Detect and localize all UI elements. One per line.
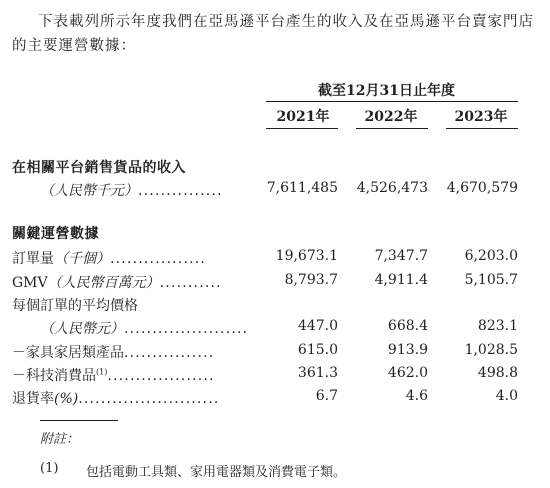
- year-2023: 2023年: [454, 109, 508, 125]
- return-rate-2023: 4.0: [495, 388, 518, 404]
- period-header: 截至12月31日止年度: [318, 83, 455, 99]
- leader-dots: .................: [110, 251, 207, 267]
- row-label-text: 訂單量: [12, 251, 54, 267]
- return-rate-2022: 4.6: [405, 388, 428, 404]
- return-rate-2021: 6.7: [315, 388, 338, 404]
- kpi-row-gmv-label: [12, 272, 222, 292]
- revenue-value-2022: 4,526,473: [356, 180, 428, 196]
- gmv-2022: 4,911.4: [374, 272, 428, 288]
- leader-dots: .........................: [78, 391, 220, 407]
- period-header-rule: [266, 101, 518, 102]
- furniture-2021: 615.0: [297, 342, 338, 358]
- row-label-unit: (%): [54, 391, 79, 407]
- revenue-row-label: [40, 180, 223, 200]
- intro-line-2: 的主要運營數據：: [12, 38, 136, 54]
- row-label-text: 退貨率: [12, 391, 54, 407]
- furniture-2023: 1,028.5: [464, 342, 518, 358]
- gmv-2023: 5,105.7: [464, 272, 518, 288]
- revenue-value-2021: 7,611,485: [266, 180, 338, 196]
- kpi-section-title: 關鍵運營數據: [12, 226, 99, 242]
- furniture-2022: 913.9: [387, 342, 428, 358]
- tech-2023: 498.8: [477, 365, 518, 381]
- year-rule-2022: [356, 128, 428, 129]
- row-label-text: －家具家居類產品: [12, 345, 124, 361]
- leader-dots: ...............: [138, 183, 223, 199]
- year-2022: 2022年: [364, 109, 418, 125]
- notes-heading: 附註：: [40, 432, 80, 447]
- order-volume-2023: 6,203.0: [464, 248, 518, 264]
- leader-dots: ...................: [107, 368, 215, 384]
- leader-dots: ................: [124, 345, 215, 361]
- notes-rule: [40, 420, 118, 421]
- tech-2021: 361.3: [297, 365, 338, 381]
- row-label-unit: （千個）: [54, 251, 110, 267]
- kpi-row-tech-label: [12, 365, 215, 385]
- year-rule-2023: [446, 128, 518, 129]
- footnote-ref: (1): [96, 367, 108, 377]
- row-label-unit: （人民幣元）: [40, 321, 124, 337]
- revenue-value-2023: 4,670,579: [446, 180, 518, 196]
- order-volume-2021: 19,673.1: [275, 248, 338, 264]
- row-label-unit: （人民幣百萬元）: [47, 275, 160, 291]
- note-text: 包括電動工具類、家用電器類及消費電子類。: [86, 465, 347, 480]
- avg-price-2022: 668.4: [387, 318, 428, 334]
- note-marker: (1): [40, 461, 59, 476]
- year-rule-2021: [266, 128, 338, 129]
- year-2021: 2021年: [276, 109, 330, 125]
- row-label-text: －科技消費品: [12, 368, 96, 384]
- kpi-row-return-rate-label: [12, 388, 220, 408]
- revenue-unit-label: （人民幣千元）: [40, 183, 138, 199]
- avg-price-2021: 447.0: [297, 318, 338, 334]
- gmv-2021: 8,793.7: [284, 272, 338, 288]
- avg-price-2023: 823.1: [477, 318, 518, 334]
- row-label-text: GMV: [12, 275, 48, 291]
- kpi-row-avg-price-unit-label: [40, 318, 248, 338]
- intro-line-1: 下表載列所示年度我們在亞馬遜平台產生的收入及在亞馬遜平台賣家門店: [38, 14, 534, 30]
- leader-dots: ......................: [124, 321, 249, 337]
- order-volume-2022: 7,347.7: [374, 248, 428, 264]
- revenue-section-title: 在相關平台銷售貨品的收入: [12, 160, 186, 176]
- leader-dots: ...........: [159, 275, 222, 291]
- kpi-row-avg-price-label: 每個訂單的平均價格: [12, 298, 138, 314]
- tech-2022: 462.0: [387, 365, 428, 381]
- kpi-row-order-volume-label: [12, 248, 206, 268]
- kpi-row-furniture-label: [12, 342, 214, 362]
